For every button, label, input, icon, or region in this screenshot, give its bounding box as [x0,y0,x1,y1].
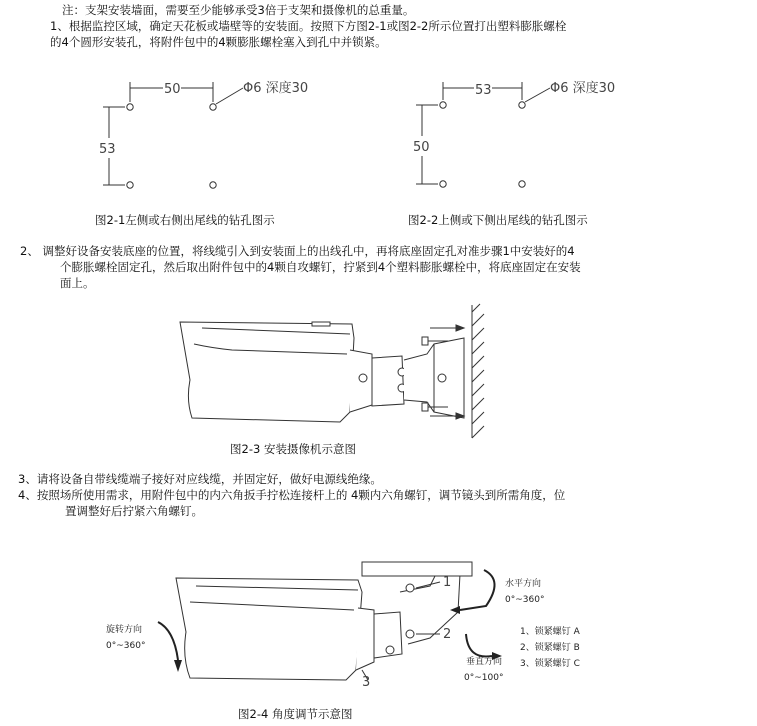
fig24-rotate-label: 旋转方向 [106,625,143,635]
fig24-vertical-label: 垂直方向 [466,657,503,667]
fig24-num2: 2 [443,627,452,642]
fig24-num3: 3 [362,675,371,690]
step2-line1: 2、 调整好设备安装底座的位置，将线缆引入到安装面上的出线孔中，再将底座固定孔对准步骤1中安装好的4 [20,244,575,258]
step4-line2: 置调整好后拧紧六角螺钉。 [65,504,203,518]
fig23-caption: 图2-3 安装摄像机示意图 [230,442,356,456]
step4-line1: 4、按照场所使用需求，用附件包中的内六角扳手拧松连接杆上的 4颗内六角螺钉，调节镜头到所需角度，位 [18,488,566,502]
step2-line2: 个膨胀螺栓固定孔，然后取出附件包中的4颗自攻螺钉，拧紧到4个塑料膨胀螺栓中，将底座固定在安装 [60,260,581,274]
fig24-vertical-range: 0°~100° [464,673,504,683]
fig22-dim-h: 53 [475,83,492,98]
fig21-hole-spec: Φ6 深度30 [243,81,309,96]
fig24-angle-adjust-diagram [100,552,600,690]
fig24-caption: 图2-4 角度调节示意图 [238,707,353,721]
fig21-caption: 图2-1左侧或右侧出尾线的钻孔图示 [95,213,275,227]
fig24-legend-c: 3、锁紧螺钉 C [520,659,580,669]
fig21-drill-diagram [95,72,335,202]
note-text: 注：支架安装墙面，需要至少能够承受3倍于支架和摄像机的总重量。 [62,3,415,17]
fig21-dim-h: 50 [164,82,181,97]
step3-text: 3、请将设备自带线缆端子接好对应线缆，并固定好，做好电源线绝缘。 [18,472,382,486]
fig22-hole-spec: Φ6 深度30 [550,81,616,96]
fig22-caption: 图2-2上侧或下侧出尾线的钻孔图示 [408,213,588,227]
step1-line1: 1、根据监控区域，确定天花板或墙壁等的安装面。按照下方图2-1或图2-2所示位置打出塑料膨胀螺栓 [50,19,567,33]
fig24-legend-a: 1、锁紧螺钉 A [520,627,580,637]
fig24-horizontal-range: 0°~360° [505,595,545,605]
fig22-drill-diagram [410,72,650,202]
fig24-rotate-range: 0°~360° [106,641,146,651]
fig21-dim-v: 53 [99,142,116,157]
step1-line2: 的4个圆形安装孔，将附件包中的4颗膨胀螺栓塞入到孔中并锁紧。 [50,35,387,49]
fig22-dim-v: 50 [413,140,430,155]
fig24-legend-b: 2、锁紧螺钉 B [520,643,580,653]
fig23-camera-install-diagram [172,300,492,440]
fig24-horizontal-label: 水平方向 [505,579,542,589]
fig24-num1: 1 [443,575,452,590]
step2-line3: 面上。 [60,276,95,290]
